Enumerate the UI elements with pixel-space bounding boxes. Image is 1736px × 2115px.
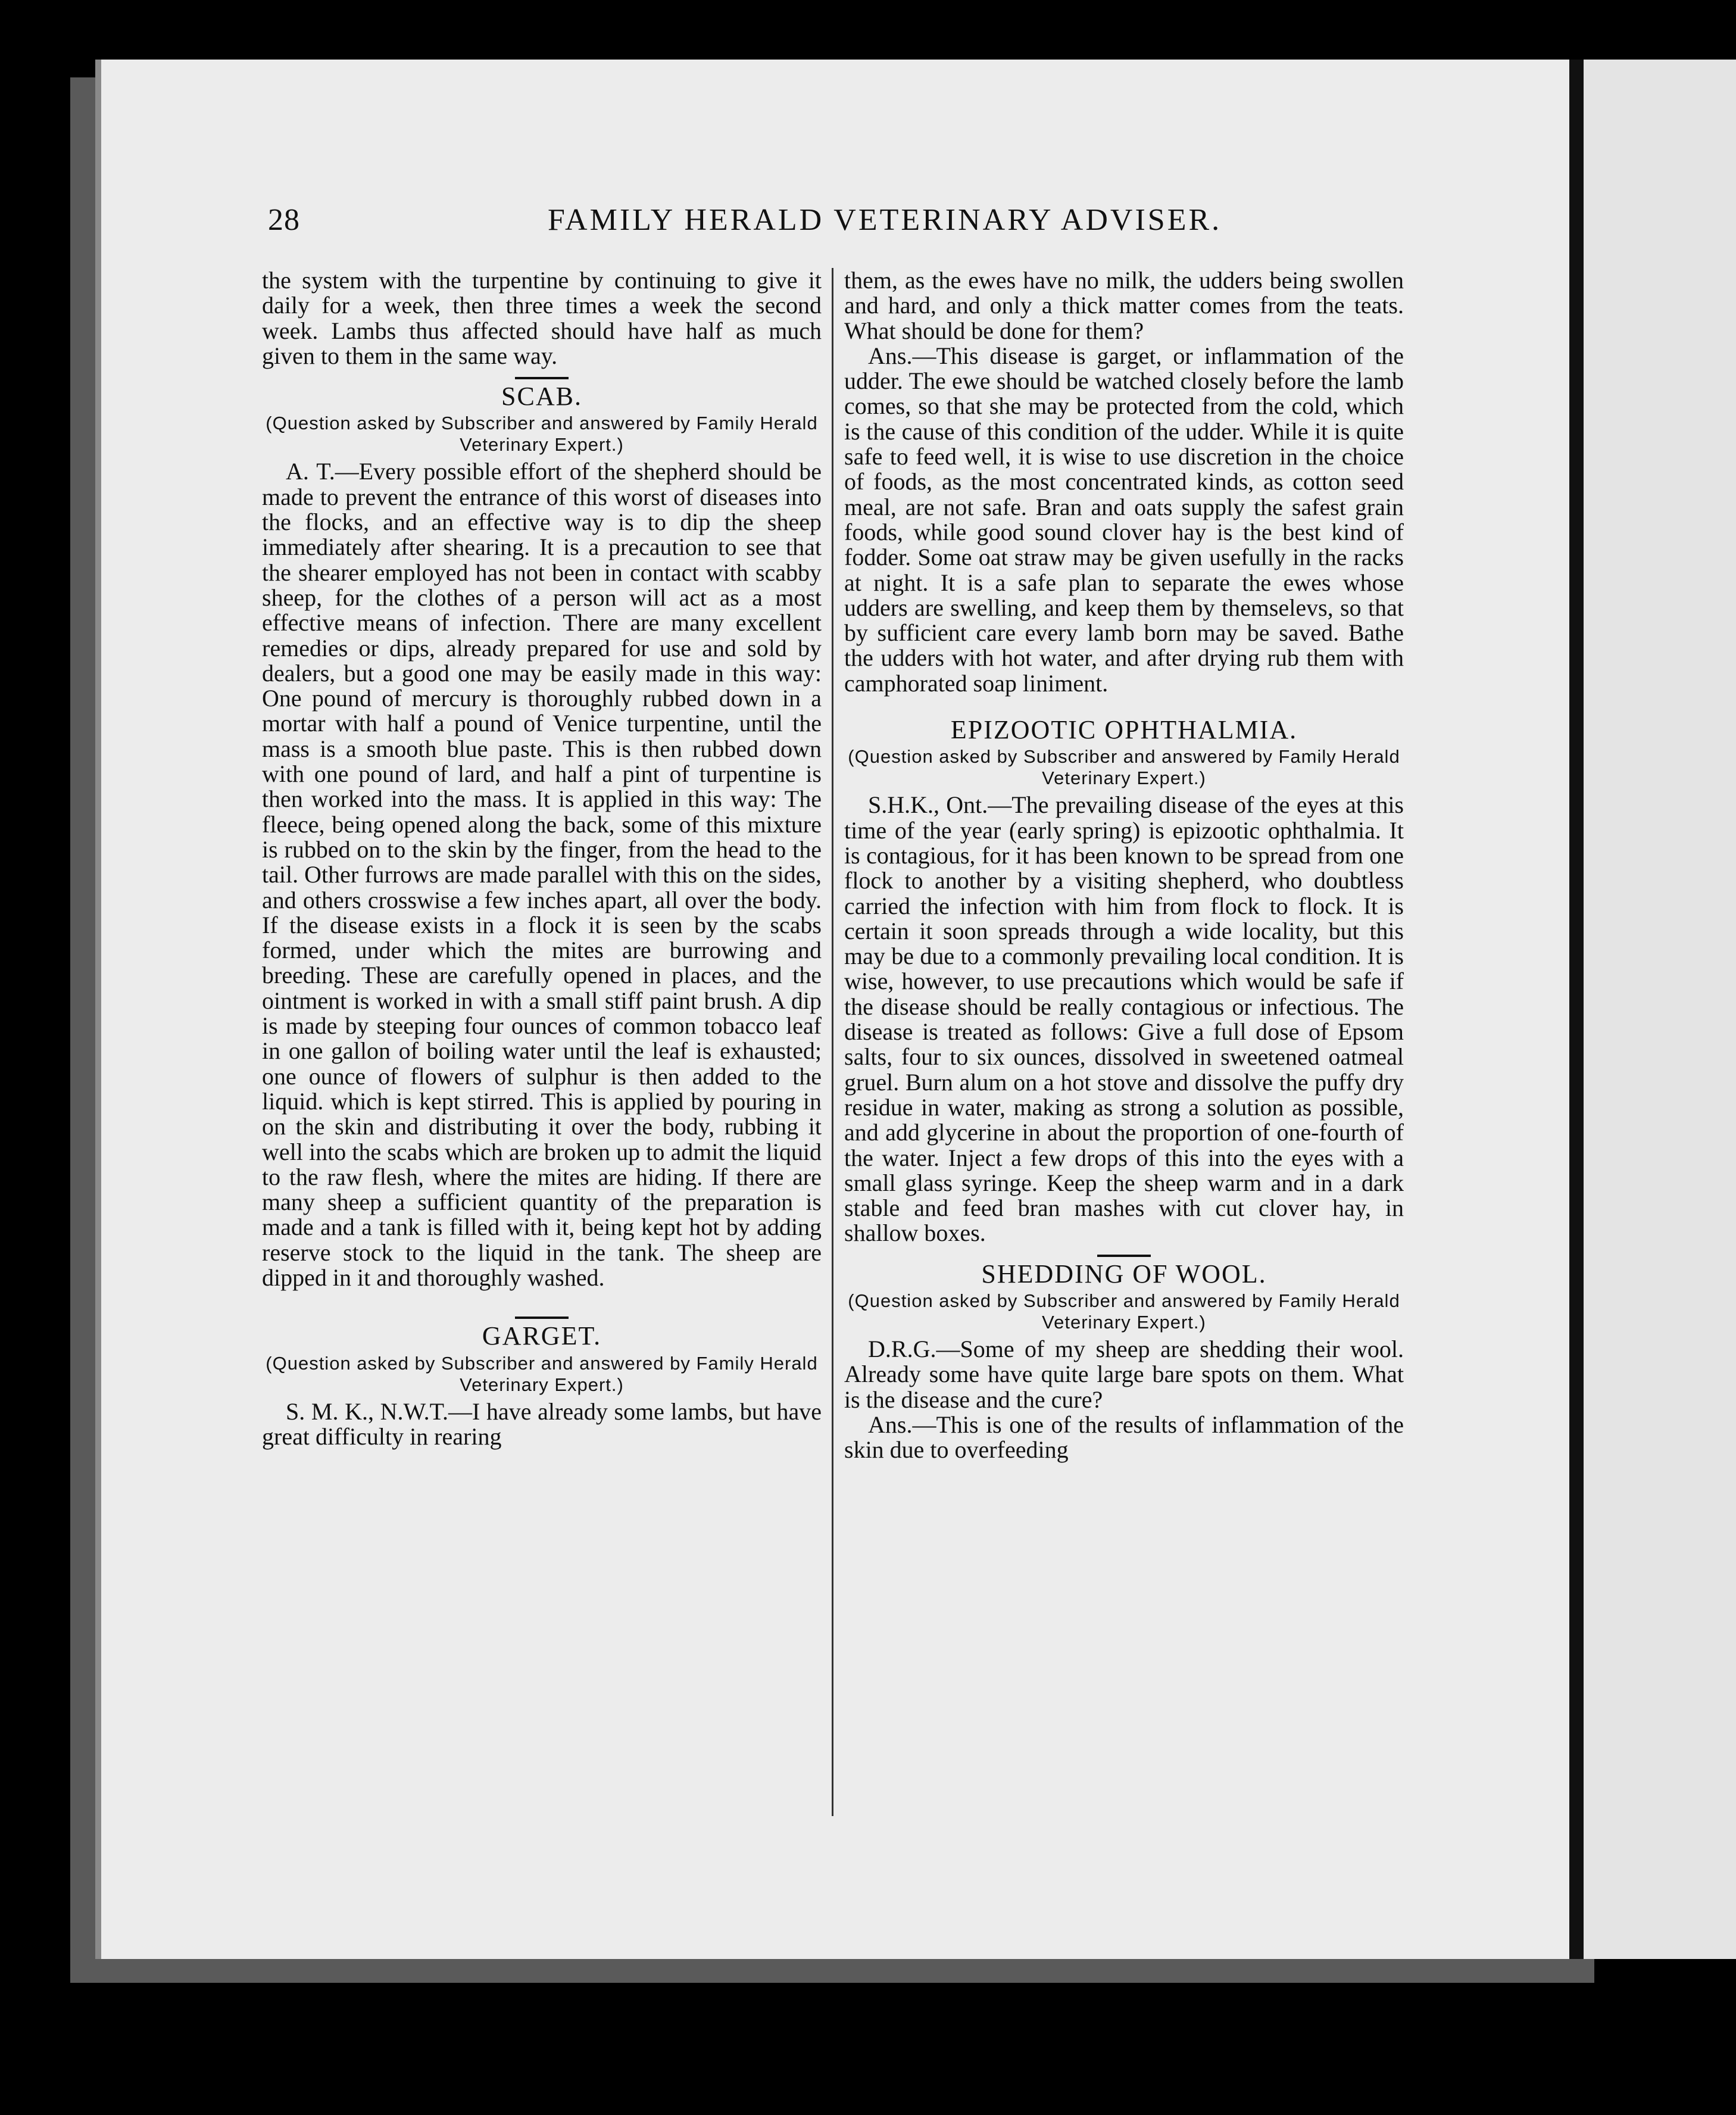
intro-paragraph: the system with the turpentine by continuing to give it daily for a week, then three times a week the second week. Lambs thus affected should have half as much given to them in the same way.: [262, 267, 822, 369]
running-head: FAMILY HERALD VETERINARY ADVISER.: [548, 203, 1222, 237]
left-column: [262, 268, 822, 1449]
shedding-attribution: (Question asked by Subscriber and answered by Family Herald Veterinary Expert.): [848, 1290, 1400, 1333]
binding-edge: [1569, 60, 1584, 1959]
page-number: 28: [268, 203, 300, 237]
section-rule: [515, 377, 569, 379]
section-rule: [1097, 1255, 1151, 1257]
adjacent-page: [1584, 60, 1736, 1959]
epizootic-attribution: (Question asked by Subscriber and answered by Family Herald Veterinary Expert.): [848, 746, 1400, 789]
garget-question-continued: them, as the ewes have no milk, the udders being swollen and hard, and only a thick matter comes from the teats. What should be done for them?: [844, 267, 1404, 344]
section-gap: [262, 1290, 822, 1308]
garget-body: S. M. K., N.W.T.—I have already some lambs, but have great difficulty in rearing: [262, 1397, 822, 1450]
scab-attribution: (Question asked by Subscriber and answered by Family Herald Veterinary Expert.): [266, 413, 818, 456]
scab-body: A. T.—Every possible effort of the shepherd should be made to prevent the entrance of this worst of diseases into the flocks, and an effective way is to dip the sheep immediately after shearing. It is a precaution to see that the shearer employed has not been in contact with scabby sheep, for the clothes of a person will act as a most effective means of infection. There are many excellent remedies or dips, already prepared for use and sold by dealers, but a good one may be easily made in this way: One pound of mercury is thoroughly rubbed down in a mortar with half a pound of Venice turpentine, until the mass is a smooth blue paste. This is then rubbed down with one pound of lard, and half a pint of turpentine is then worked into the mass. It is applied in this way: The fleece, being opened along the back, some of this mixture is rubbed on to the skin by the finger, from the head to the tail. Other furrows are made parallel with this on the sides, and others crosswise a few inches apart, all over the body. If the disease exists in a flock it is seen by the scabs formed, under which the mites are burrowing and breeding. These are carefully opened in places, and the ointment is worked in with a small stiff paint brush. A dip is made by steeping four ounces of common tobacco leaf in one gallon of boiling water until the leaf is exhausted; one ounce of flowers of sulphur is then added to the liquid. which is kept stirred. This is applied by pouring in on the skin and distributing it over the body, rubbing it well into the scabs which are broken up to admit the liquid to the raw flesh, where the mites are hiding. If there are many sheep a sufficient quantity of the preparation is made and a tank is filled with it, being kept hot by adding reserve stock to the liquid in the tank. The sheep are dipped in it and thoroughly washed.: [262, 458, 822, 1291]
garget-answer: Ans.—This disease is garget, or inflammation of the udder. The ewe should be watched closely before the lamb comes, so that she may be protected from the cold, which is the cause of this condition of the udder. While it is quite safe to feed well, it is wise to use discretion in the choice of foods, as the most concentrated kinds, as cotton seed meal, are not safe. Bran and oats supply the safest grain foods, while good sound clover hay is the best kind of fodder. Some oat straw may be given usefully in the racks at night. It is a safe plan to separate the ewes whose udders are swelling, and keep them by themselevs, so that by sufficient care every lamb born may be saved. Bathe the udders with hot water, and after drying rub them with camphorated soap liniment.: [844, 342, 1404, 697]
garget-attribution: (Question asked by Subscriber and answered by Family Herald Veterinary Expert.): [266, 1352, 818, 1395]
epizootic-body: S.H.K., Ont.—The prevailing disease of the eyes at this time of the year (early spring) is epizootic ophthalmia. It is contagious, for it has been known to be spread from one flock to another by a visiting shepherd, who doubtless carried the infection with him from flock to flock. It is certain it soon spreads through a wide locality, but this may be due to a commonly prevailing local condition. It is wise, however, to use precautions which would be safe if the disease should be really contagious or infectious. The disease is treated as follows: Give a full dose of Epsom salts, four to six ounces, dissolved in sweetened oatmeal gruel. Burn alum on a hot stove and dissolve the puffy dry residue in water, making as strong a solution as possible, and add glycerine in about the proportion of one-fourth of the water. Inject a few drops of this into the eyes with a small glass syringe. Keep the sheep warm and in a dark stable and feed bran mashes with cut clover hay, in shallow boxes.: [844, 791, 1404, 1247]
section-gap: [844, 696, 1404, 714]
section-rule: [515, 1317, 569, 1319]
shedding-title: SHEDDING OF WOOL.: [981, 1259, 1267, 1289]
shedding-question: D.R.G.—Some of my sheep are shedding their wool. Already some have quite large bare spots on them. What is the disease and the cure?: [844, 1335, 1404, 1413]
page-header: [268, 202, 1222, 250]
shedding-answer: Ans.—This is one of the results of inflammation of the skin due to overfeeding: [844, 1411, 1404, 1464]
garget-title: GARGET.: [482, 1321, 602, 1351]
epizootic-title: EPIZOOTIC OPHTHALMIA.: [950, 715, 1298, 745]
scab-title: SCAB.: [501, 382, 582, 411]
column-divider: [832, 268, 833, 1816]
right-column: [844, 268, 1404, 1462]
